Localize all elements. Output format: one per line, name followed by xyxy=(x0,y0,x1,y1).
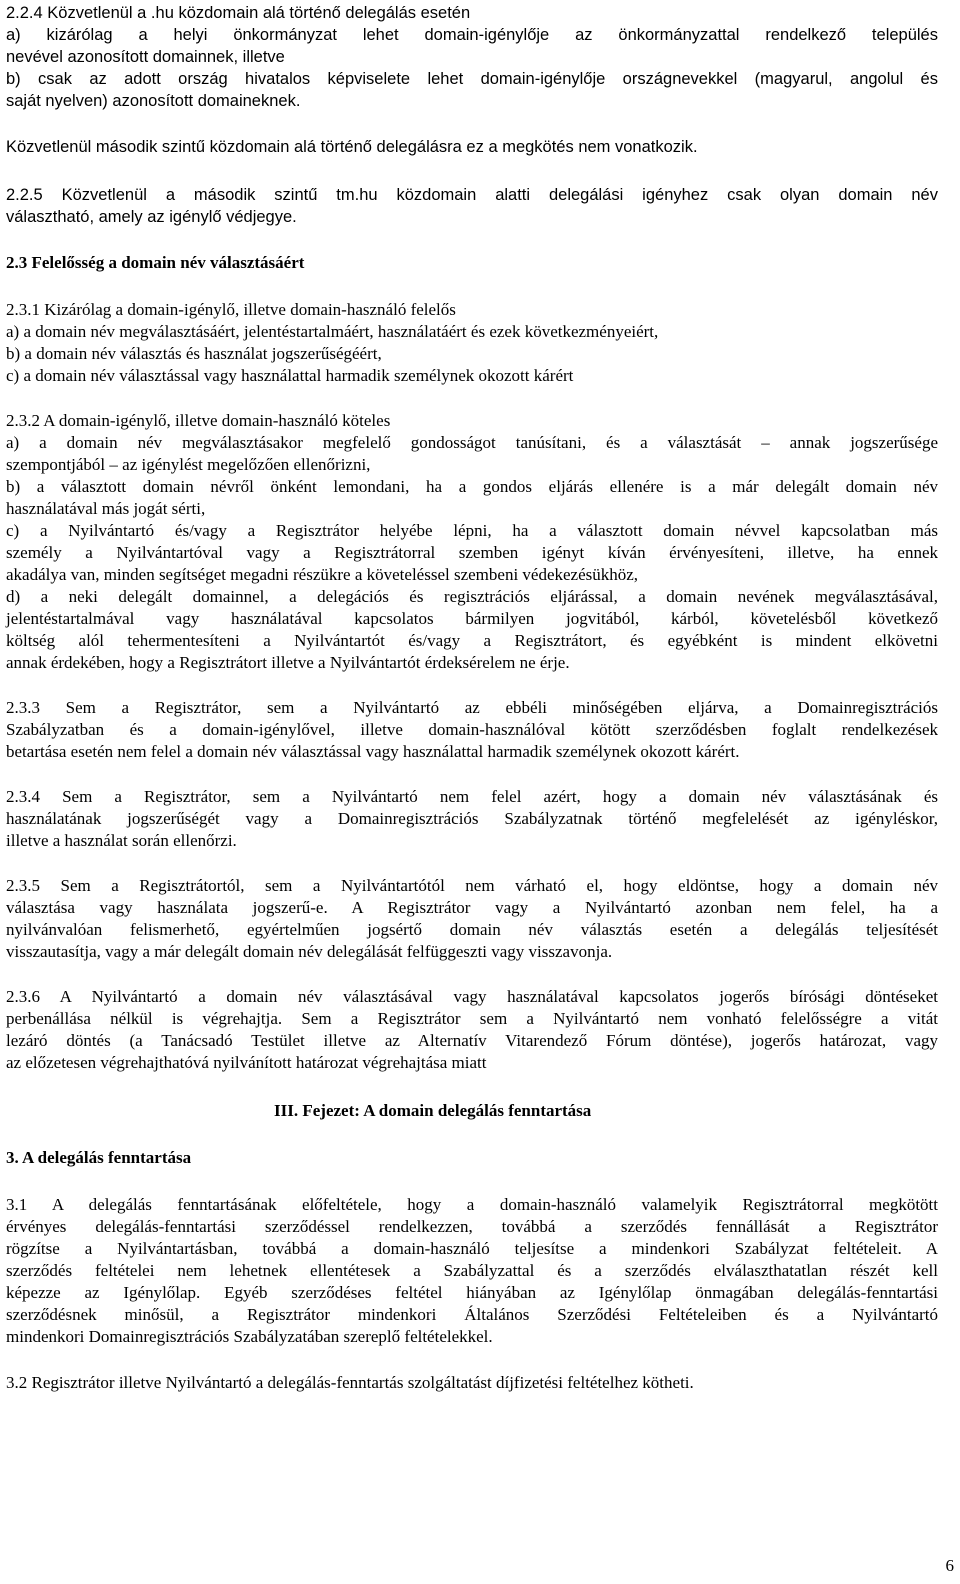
list-item: b) a domain név választás és használat jogszerűségéért, xyxy=(6,344,382,363)
paragraph-line: b) csak az adott ország hivatalos képviselete lehet domain-igénylője országnevekkel (magyarul, angolul és xyxy=(6,70,938,88)
list-item: c) a Nyilvántartó és/vagy a Regisztrátor helyébe lépni, ha a választott domain névvel kapcsolatban más xyxy=(6,521,938,540)
section-2-3-6-text: 2.3.6 A Nyilvántartó a domain név választásával vagy használatával kapcsolatos jogerős bírósági döntéseket xyxy=(6,987,938,1006)
paragraph-line: saját nyelven) azonosított domaineknek. xyxy=(6,92,301,110)
section-2-3-1-heading: 2.3.1 Kizárólag a domain-igénylő, illetve domain-használó felelős xyxy=(6,300,456,319)
paragraph-line: lezáró döntés (a Tanácsadó Testület illetve az Alternatív Vitarendező Fórum döntése), jogerős határozat, vagy xyxy=(6,1031,938,1050)
list-item: b) a választott domain névről önként lemondani, ha a gondos eljárás ellenére is a már delegált domain név xyxy=(6,477,938,496)
list-item: a) a domain név megválasztásakor megfelelő gondosságot tanúsítani, és a választását – annak jogszerűsége xyxy=(6,433,938,452)
paragraph-line: a) kizárólag a helyi önkormányzat lehet domain-igénylője az önkormányzattal rendelkező település xyxy=(6,26,938,44)
paragraph-line: perbenállása nélkül is végrehajtja. Sem a Regisztrátor sem a Nyilvántartó nem vonható felelősségre a vitát xyxy=(6,1009,938,1028)
list-item: c) a domain név választással vagy használattal harmadik személynek okozott kárért xyxy=(6,366,574,385)
list-item: d) a neki delegált domainnel, a delegációs és regisztrációs eljárással, a domain nevének megválasztásával, xyxy=(6,587,938,606)
paragraph-line: választása vagy használata jogszerű-e. A Regisztrátor vagy a Nyilvántartó azonban nem felel, ha a xyxy=(6,898,938,917)
paragraph-line: személy a Nyilvántartóval vagy a Regisztrátorral szemben igényt kíván érvényesíteni, illetve, ha ennek xyxy=(6,543,938,562)
paragraph-line: használatának jogszerűségét vagy a Domainregisztrációs Szabályzatnak történő megfelelését az igényléskor, xyxy=(6,809,938,828)
page-number: 6 xyxy=(945,1556,954,1575)
paragraph-line: akadálya van, minden segítséget megadni részükre a követeléssel szembeni védekezésükhöz, xyxy=(6,565,639,584)
paragraph-line: jelentéstartalmával vagy használatával kapcsolatos bármilyen jogvitából, kárból, követelésből következő xyxy=(6,609,938,628)
paragraph-line: Közvetlenül második szintű közdomain alá történő delegálásra ez a megkötés nem vonatkozik. xyxy=(6,138,698,156)
section-2-3-5-text: 2.3.5 Sem a Regisztrátortól, sem a Nyilvántartótól nem várható el, hogy eldöntse, hogy a domain név xyxy=(6,876,938,895)
paragraph-line: költség alól tehermentesíteni a Nyilvántartót és/vagy a Regisztrátort, és egyébként is mindent elkövetni xyxy=(6,631,938,650)
paragraph-line: az előzetesen végrehajthatóvá nyilvánított határozat végrehajtása miatt xyxy=(6,1053,487,1072)
paragraph-line: betartása esetén nem felel a domain név választással vagy használattal harmadik személynek okozott kárért. xyxy=(6,742,740,761)
section-2-3-3-text: 2.3.3 Sem a Regisztrátor, sem a Nyilvántartó az ebbéli minőségében eljárva, a Domainregisztrációs xyxy=(6,698,938,717)
paragraph-line: rögzítse a Nyilvántartásban, továbbá a domain-használó teljesítse a mindenkori Szabályzat feltételeit. A xyxy=(6,1239,938,1258)
section-2-2-4-heading: 2.2.4 Közvetlenül a .hu közdomain alá történő delegálás esetén xyxy=(6,4,471,22)
section-2-2-5-text: 2.2.5 Közvetlenül a második szintű tm.hu közdomain alatti delegálási igényhez csak olyan domain név xyxy=(6,186,938,204)
list-item: a) a domain név megválasztásáért, jelentéstartalmáért, használatáért és ezek következményeiért, xyxy=(6,322,659,341)
section-3-1-text: 3.1 A delegálás fenntartásának előfeltétele, hogy a domain-használó valamelyik Regisztrátorral megkötött xyxy=(6,1195,938,1214)
section-3-heading: 3. A delegálás fenntartása xyxy=(6,1148,192,1167)
section-3-2-text: 3.2 Regisztrátor illetve Nyilvántartó a delegálás-fenntartás szolgáltatást díjfizetési feltételhez kötheti. xyxy=(6,1373,694,1392)
paragraph-line: illetve a használat során ellenőrzi. xyxy=(6,831,237,850)
paragraph-line: mindenkori Domainregisztrációs Szabályzatában szereplő feltételekkel. xyxy=(6,1327,493,1346)
paragraph-line: nyilvánvalóan felismerhető, egyértelműen jogsértő domain név választás esetén a delegálás teljesítését xyxy=(6,920,938,939)
section-2-3-2-heading: 2.3.2 A domain-igénylő, illetve domain-használó köteles xyxy=(6,411,391,430)
section-2-3-4-text: 2.3.4 Sem a Regisztrátor, sem a Nyilvántartó nem felel azért, hogy a domain név választásának és xyxy=(6,787,938,806)
paragraph-line: használatával más jogát sérti, xyxy=(6,499,206,518)
chapter-heading: III. Fejezet: A domain delegálás fenntartása xyxy=(274,1101,592,1120)
section-2-3-heading: 2.3 Felelősség a domain név választásáért xyxy=(6,253,305,272)
paragraph-line: választható, amely az igénylő védjegye. xyxy=(6,208,297,226)
paragraph-line: szempontjából – az igénylést megelőzően ellenőrizni, xyxy=(6,455,371,474)
paragraph-line: Szabályzatban és a domain-igénylővel, illetve domain-használóval kötött szerződésben foglalt rendelkezések xyxy=(6,720,938,739)
paragraph-line: szerződésnek minősül, a Regisztrátor mindenkori Általános Szerződési Feltételeiben és a Nyilvántartó xyxy=(6,1305,938,1324)
paragraph-line: annak érdekében, hogy a Regisztrátort illetve a Nyilvántartót érdeksérelem ne érje. xyxy=(6,653,570,672)
paragraph-line: képezze az Igénylőlap. Egyéb szerződéses feltétel hiányában az Igénylőlap önmagában delegálás-fenntartási xyxy=(6,1283,938,1302)
paragraph-line: nevével azonosított domainnek, illetve xyxy=(6,48,285,66)
paragraph-line: érvényes delegálás-fenntartási szerződéssel rendelkezzen, továbbá a szerződés fennállását a Regisztrátor xyxy=(6,1217,938,1236)
paragraph-line: szerződés feltételei nem lehetnek ellentétesek a Szabályzattal és a szerződés elválaszthatatlan részét kell xyxy=(6,1261,938,1280)
paragraph-line: visszautasítja, vagy a már delegált domain név delegálását felfüggeszti vagy visszavonja. xyxy=(6,942,613,961)
